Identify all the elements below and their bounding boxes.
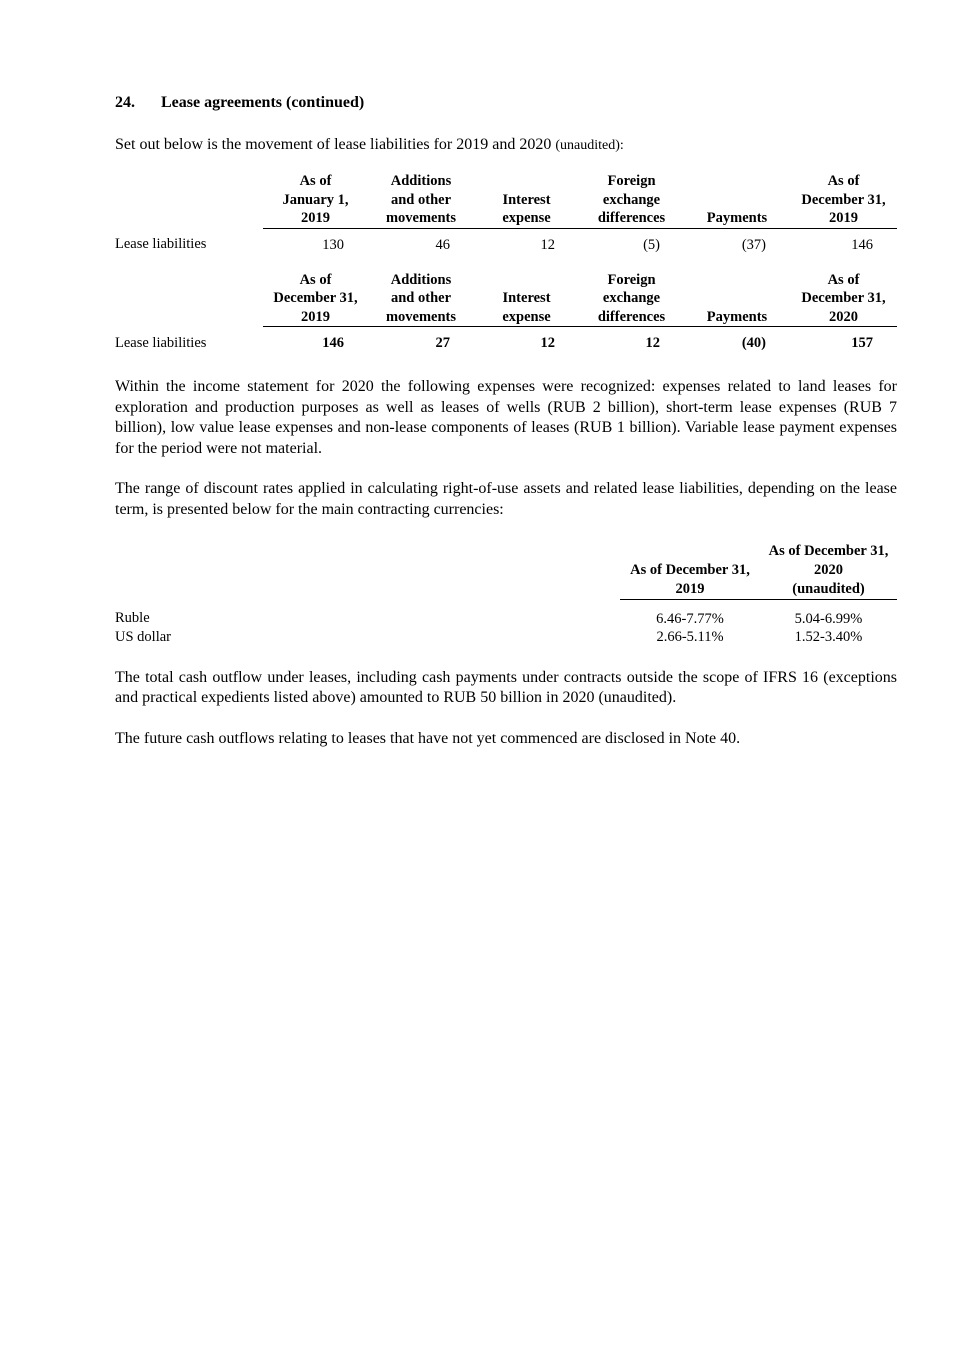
column-header: Foreign exchange differences bbox=[579, 261, 684, 327]
row-label: Lease liabilities bbox=[115, 334, 207, 351]
column-header: Interest expense bbox=[474, 261, 579, 327]
column-header: Additions and other movements bbox=[368, 261, 474, 327]
table-row bbox=[115, 599, 897, 628]
future-outflows-paragraph: The future cash outflows relating to leases that have not yet commenced are disclosed in Note 40. bbox=[115, 729, 741, 747]
intro-text: Set out below is the movement of lease liabilities for 2019 and 2020 bbox=[115, 136, 552, 153]
table-row bbox=[115, 228, 897, 261]
table-cell: 12 bbox=[645, 335, 660, 351]
table-cell: 146 bbox=[851, 236, 873, 253]
table-cell: 6.46-7.77% bbox=[656, 610, 724, 627]
table-cell: (5) bbox=[643, 236, 660, 253]
row-label: Ruble bbox=[115, 610, 150, 627]
column-header: Interest expense bbox=[474, 172, 579, 228]
column-header: Payments bbox=[684, 261, 790, 327]
section-number: 24. bbox=[115, 94, 135, 111]
table-cell: (40) bbox=[741, 335, 766, 351]
income-statement-paragraph: Within the income statement for 2020 the following expenses were recognized: expenses related to land leases for exploration and production purposes as well as leases of wells (RUB 2 billion), short-term lease expenses (RUB 7 billion), low value lease expenses and non-lease components of leases (RUB 1 billion). Variable lease payment expenses for the period were not material. bbox=[115, 378, 897, 457]
section-heading bbox=[115, 92, 897, 114]
table-cell: 157 bbox=[851, 335, 873, 351]
table-row bbox=[115, 327, 897, 360]
discount-rates-paragraph: The range of discount rates applied in calculating right-of-use assets and related lease liabilities, depending on the lease term, is presented below for the main contracting currencies: bbox=[115, 480, 897, 518]
header-spacer bbox=[115, 261, 263, 327]
table-cell: (37) bbox=[741, 236, 766, 253]
column-header: As of January 1, 2019 bbox=[263, 172, 368, 228]
column-header: As of December 31, 2020 (unaudited) bbox=[760, 542, 897, 600]
header-spacer bbox=[115, 172, 263, 228]
section-title: Lease agreements (continued) bbox=[161, 94, 365, 111]
lease-movement-table-2020 bbox=[115, 261, 897, 360]
lease-movement-table-2019 bbox=[115, 172, 897, 261]
table-row bbox=[115, 628, 897, 646]
table-cell: 12 bbox=[540, 335, 555, 351]
table-cell: 12 bbox=[540, 236, 555, 253]
table-cell: 1.52-3.40% bbox=[794, 628, 863, 645]
intro-note: (unaudited): bbox=[555, 138, 624, 153]
column-header: As of December 31, 2019 bbox=[620, 542, 760, 600]
column-header: As of December 31, 2019 bbox=[263, 261, 368, 327]
row-label: US dollar bbox=[115, 628, 171, 645]
cash-outflow-paragraph: The total cash outflow under leases, including cash payments under contracts outside the scope of IFRS 16 (exceptions and practical expedients listed above) amounted to RUB 50 billion in 2020 (unaudited). bbox=[115, 668, 897, 707]
column-header: As of December 31, 2020 bbox=[790, 261, 897, 327]
row-label: Lease liabilities bbox=[115, 236, 207, 253]
table-cell: 5.04-6.99% bbox=[794, 610, 863, 627]
discount-rates-table bbox=[115, 542, 897, 646]
document-page bbox=[115, 92, 897, 749]
column-header: As of December 31, 2019 bbox=[790, 172, 897, 228]
table-cell: 27 bbox=[435, 335, 450, 351]
header-spacer bbox=[115, 542, 620, 600]
column-header: Foreign exchange differences bbox=[579, 172, 684, 228]
intro-paragraph bbox=[115, 135, 897, 156]
column-header: Payments bbox=[684, 172, 790, 228]
table-cell: 146 bbox=[322, 335, 344, 351]
table-cell: 130 bbox=[322, 236, 344, 253]
column-header: Additions and other movements bbox=[368, 172, 474, 228]
table-cell: 46 bbox=[435, 236, 450, 253]
table-cell: 2.66-5.11% bbox=[656, 628, 724, 645]
